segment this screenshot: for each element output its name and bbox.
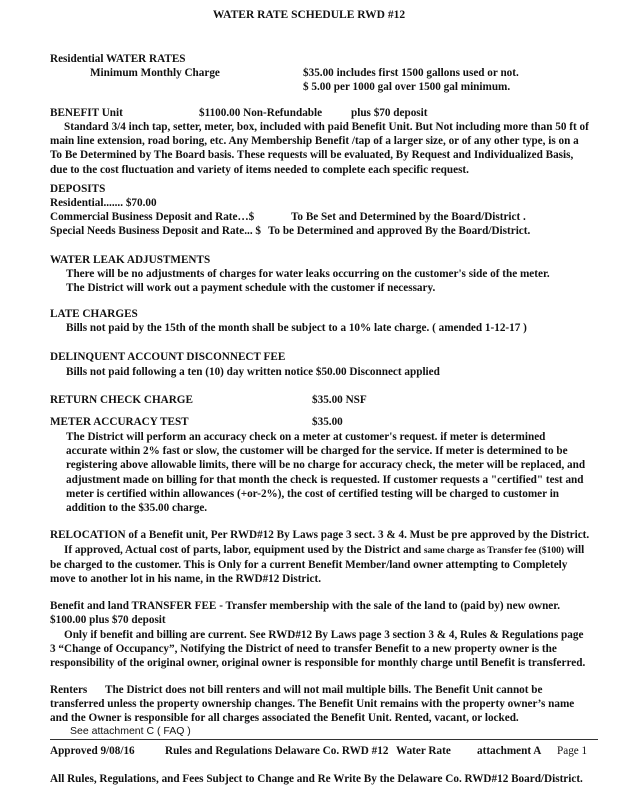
renters-see-attachment: See attachment C ( FAQ )	[70, 725, 191, 737]
transfer-heading: Benefit and land TRANSFER FEE - Transfer membership with the sale of the land to (paid by) new owner.	[50, 600, 561, 612]
minimum-charge-label: Minimum Monthly Charge	[90, 67, 220, 79]
footer-attachment: attachment A	[477, 745, 542, 757]
leak-heading: WATER LEAK ADJUSTMENTS	[50, 254, 211, 266]
renters-body: The District does not bill renters and will not mail multiple bills. The Benefit Unit cannot be transferred unless the property ownership changes. The Benefit Unit remains with the property owner’s name and the Owner is responsible for all charges associated the Benefit Unit. Rented, vacant, or locked.	[50, 684, 575, 725]
meter-test-text: The District will perform an accuracy check on a meter at customer's request. if meter is determined accurate within 2% fast or slow, the customer will be charged for the service. If meter is determined to be registering above allowable limits, there will be no charge for accuracy check, the meter will be replaced, and adjustment made on billing for that month the check is requested. If customer requests a "certified" test and meter is certified within allowances (+or-2%), the cost of certified testing will be charged to customer in addition to the $35.00 charge.	[66, 431, 586, 515]
relocation-text-b: will be charged to the customer. This is Only for a current Benefit Member/land owner attempting to Completely move to another lot in his name, in the RWD#12 District.	[50, 544, 585, 586]
transfer-price: $100.00 plus $70 deposit	[50, 614, 166, 626]
renters-label: Renters	[50, 684, 88, 696]
residential-heading: Residential WATER RATES	[50, 53, 186, 65]
return-check-value: $35.00 NSF	[312, 394, 367, 406]
meter-test-label: METER ACCURACY TEST	[50, 416, 189, 428]
special-deposit-value: To be Determined and approved By the Board/District.	[268, 225, 531, 237]
footer-disclaimer: All Rules, Regulations, and Fees Subject to Change and Re Write By the Delaware Co. RWD#12 Board/District.	[50, 773, 583, 785]
meter-test-value: $35.00	[312, 416, 343, 428]
footer-approved: Approved 9/08/16	[50, 745, 135, 757]
benefit-price: $1100.00 Non-Refundable	[199, 107, 323, 119]
relocation-text	[50, 543, 590, 587]
benefit-deposit: plus $70 deposit	[351, 107, 428, 119]
deposits-heading: DEPOSITS	[50, 183, 106, 195]
renters-text	[50, 683, 590, 726]
benefit-label: BENEFIT Unit	[50, 107, 123, 119]
residential-deposit: Residential....... $70.00	[50, 197, 157, 209]
delinquent-text: Bills not paid following a ten (10) day written notice $50.00 Disconnect applied	[66, 366, 440, 378]
footer-page-number: Page 1	[557, 745, 588, 757]
relocation-text-a: If approved, Actual cost of parts, labor, equipment used by the District and	[64, 544, 424, 556]
delinquent-heading: DELINQUENT ACCOUNT DISCONNECT FEE	[50, 351, 286, 363]
relocation-text-small: same charge as Transfer fee ($100)	[423, 546, 564, 556]
footer-rules: Rules and Regulations Delaware Co. RWD #12	[165, 745, 389, 757]
footer-divider	[50, 739, 598, 740]
commercial-deposit-label: Commercial Business Deposit and Rate…$	[50, 211, 255, 223]
late-heading: LATE CHARGES	[50, 308, 138, 320]
special-deposit-label: Special Needs Business Deposit and Rate... $	[50, 225, 262, 237]
overage-rate-line: $ 5.00 per 1000 gal over 1500 gal minimum.	[303, 81, 511, 93]
return-check-label: RETURN CHECK CHARGE	[50, 394, 193, 406]
leak-text: There will be no adjustments of charges for water leaks occurring on the customer's side of the meter. The District will work out a payment schedule with the customer if necessary.	[66, 268, 550, 295]
commercial-deposit-value: To Be Set and Determined by the Board/District .	[291, 211, 526, 223]
relocation-heading: RELOCATION of a Benefit unit, Per RWD#12 By Laws page 3 sect. 3 & 4. Must be pre approved by the District.	[50, 529, 590, 541]
benefit-text: Standard 3/4 inch tap, setter, meter, box, included with paid Benefit Unit. But Not including more than 50 ft of main line extension, road boring, etc. Any Membership Benefit /tap of a larger size, or of any other type, is on a To Be Determined by The Board basis. These requests will be evaluated, By Request and Individualized Basis, due to the cost fluctuation and variety of items needed to complete each specific request.	[50, 121, 589, 176]
footer-water-rate: Water Rate	[396, 745, 451, 757]
minimum-rate-line: $35.00 includes first 1500 gallons used or not.	[303, 67, 519, 79]
transfer-text: Only if benefit and billing are current. See RWD#12 By Laws page 3 section 3 & 4, Rules & Regulations page 3 “Change of Occupancy”, Notifying the District of need to transfer Benefit to a new property owner is the responsibility of the original owner, original owner is responsible for monthly charge until Benefit is transferred.	[50, 629, 586, 670]
late-text: Bills not paid by the 15th of the month shall be subject to a 10% late charge. ( amended 1-12-17 )	[66, 322, 527, 334]
page-title: WATER RATE SCHEDULE RWD #12	[212, 9, 406, 21]
